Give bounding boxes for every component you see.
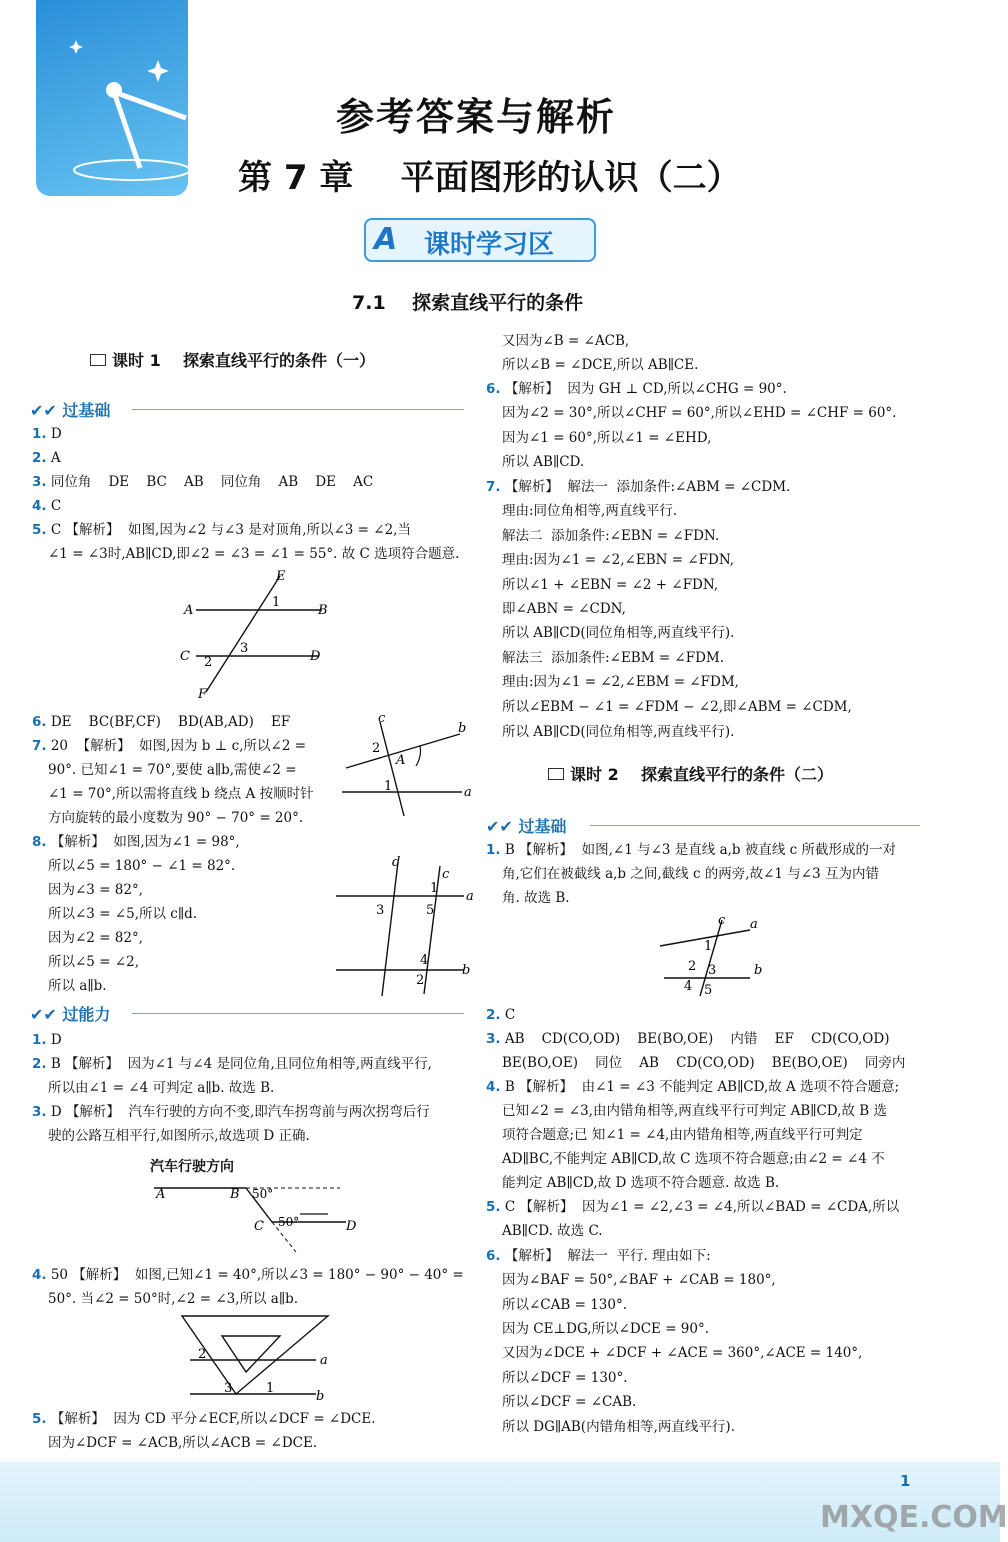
section-divider [590,825,920,826]
figure-q8 [332,856,472,996]
answer-text: 所以 AB∥CD. [502,454,585,470]
answer-text: 解法二 添加条件:∠EBN = ∠FDN. [502,528,720,544]
left-answer-line [32,425,62,443]
answer-text: 所以由∠1 = ∠4 可判定 a∥b. 故选 B. [48,1080,275,1096]
answer-text: 即∠ABN = ∠CDN, [502,601,626,617]
answer-text: 所以∠DCF = ∠CAB. [502,1394,637,1410]
answer-text: 驶的公路互相平行,如图所示,故选项 D 正确. [48,1128,310,1144]
answer-text: 【解析】 解法一 平行. 理由如下: [500,1248,711,1264]
compass-icon [36,0,188,196]
svg-text:4: 4 [684,979,693,994]
svg-text:1: 1 [272,595,281,610]
svg-text:a: a [320,1353,328,1368]
answer-text: 所以∠B = ∠DCE,所以 AB∥CE. [502,357,699,373]
svg-text:A: A [156,1187,166,1202]
svg-text:2: 2 [204,655,213,670]
badge-text: 课时学习区 [424,230,555,260]
answer-text: 所以∠5 = 180° − ∠1 = 82°. [48,858,236,874]
right-answer-line [486,1030,889,1048]
section-title: 7.1 探索直线平行的条件 [352,292,584,314]
svg-text:b: b [316,1389,325,1404]
left-answer-line [32,497,61,515]
left-answer-line [48,857,235,875]
left-answer-line [48,1127,310,1145]
zone-badge [364,218,596,262]
answer-text: 角. 故选 B. [502,890,570,906]
svg-text:2: 2 [416,973,425,988]
svg-text:c: c [442,867,450,882]
right-answer-line [502,1393,636,1411]
answer-text: 项符合题意;已 知∠1 = ∠4,由内错角相等,两直线平行可判定 [502,1127,863,1143]
answer-text: 理由:因为∠1 = ∠2,∠EBM = ∠FDM, [502,674,739,690]
figure-r1 [656,912,776,1002]
right-answer-line [486,1198,899,1216]
svg-text:B: B [318,603,328,618]
section-guojichu-left: ✔✔ 过基础 [30,401,111,420]
answer-text: 所以 AB∥CD(同位角相等,两直线平行). [502,625,735,641]
svg-text:50°: 50° [278,1215,300,1229]
answer-text: B 【解析】 由∠1 = ∠3 不能判定 AB∥CD,故 A 选项不符合题意; [500,1079,900,1095]
answer-text: 所以 DG∥AB(内错角相等,两直线平行). [502,1419,735,1435]
question-number: 4. [32,498,47,514]
answer-text: BE(BO,OE) 同位 AB CD(CO,OD) BE(BO,OE) 同旁内 [502,1055,906,1071]
answer-text: 因为∠3 = 82°, [48,882,144,898]
question-number: 5. [486,1199,501,1215]
right-answer-line [502,1150,885,1168]
answer-text: C 【解析】 如图,因为∠2 与∠3 是对顶角,所以∠3 = ∠2,当 [46,522,411,538]
right-answer-line [502,865,879,883]
answer-text: 因为∠2 = 82°, [48,930,144,946]
right-answer-line [502,624,734,642]
right-answer-line [502,600,626,618]
figure-q5 [176,566,346,702]
answer-text: 因为∠1 = 60°,所以∠1 = ∠EHD, [502,430,712,446]
left-answer-line [32,1031,62,1049]
right-answer-line [502,1320,709,1338]
answer-text: 所以∠1 + ∠EBN = ∠2 + ∠FDN, [502,577,719,593]
left-answer-line [48,1290,298,1308]
right-answer-line [502,527,719,545]
answer-text: 50°. 当∠2 = 50°时,∠2 = ∠3,所以 a∥b. [48,1291,299,1307]
svg-text:50°: 50° [252,1187,274,1201]
section-marker-icon: ✔✔ [30,1005,63,1024]
chapter-title: 第 7 章 平面图形的认识（二） [238,158,741,198]
svg-text:F: F [198,687,208,702]
answer-text: 所以 a∥b. [48,978,107,994]
answer-text: D 【解析】 汽车行驶的方向不变,即汽车拐弯前与两次拐弯后行 [46,1104,430,1120]
right-answer-line [502,1054,905,1072]
left-answer-line [32,1103,430,1121]
badge-letter: A [374,222,398,257]
svg-text:1: 1 [704,939,713,954]
question-number: 5. [32,1411,47,1427]
page-number: 1 [900,1472,911,1490]
svg-text:3: 3 [376,903,385,918]
lesson-2-title: 课时 2 探索直线平行的条件（二） [548,762,833,785]
answer-text: 理由:因为∠1 = ∠2,∠EBN = ∠FDN, [502,552,735,568]
left-answer-line [32,713,290,731]
section-guonengli-left: ✔✔ 过能力 [30,1005,111,1024]
left-answer-line [48,881,143,899]
answer-text: 【解析】 因为 GH ⊥ CD,所以∠CHG = 90°. [500,381,787,397]
watermark: MXQE.COM [820,1500,1008,1535]
svg-text:1: 1 [384,779,393,794]
answer-text: 【解析】 解法一 添加条件:∠ABM = ∠CDM. [500,479,791,495]
answer-text: 已知∠2 = ∠3,由内错角相等,两直线平行可判定 AB∥CD,故 B 选 [502,1103,887,1119]
answer-text: ∠1 = ∠3时,AB∥CD,即∠2 = ∠3 = ∠1 = 55°. 故 C 选项符合题意. [48,546,460,562]
section-guojichu-right: ✔✔ 过基础 [486,817,567,836]
answer-text: B 【解析】 因为∠1 与∠4 是同位角,且同位角相等,两直线平行, [46,1056,432,1072]
right-answer-line [502,576,718,594]
svg-text:D: D [346,1219,357,1234]
left-answer-line [32,1266,464,1284]
left-answer-line [32,449,61,467]
figure-q7 [338,712,478,822]
right-answer-line [502,1369,628,1387]
question-number: 6. [32,714,47,730]
svg-text:b: b [754,963,763,978]
left-answer-line [48,929,143,947]
question-number: 6. [486,381,501,397]
left-answer-line [32,1055,432,1073]
answer-text: C [46,498,62,514]
right-answer-line [486,1078,899,1096]
svg-text:c: c [718,913,726,928]
right-answer-line [502,1174,779,1192]
answer-text: 同位角 DE BC AB 同位角 AB DE AC [46,474,374,490]
svg-text:3: 3 [240,641,249,656]
question-number: 6. [486,1248,501,1264]
svg-text:4: 4 [420,953,429,968]
right-answer-line [502,649,724,667]
section-divider [132,409,464,410]
right-answer-line [502,1126,863,1144]
answer-text: 所以∠3 = ∠5,所以 c∥d. [48,906,198,922]
answer-text: 又因为∠B = ∠ACB, [502,333,630,349]
svg-text:A: A [184,603,194,618]
svg-text:B: B [230,1187,240,1202]
answer-text: 又因为∠DCE + ∠DCF + ∠ACE = 360°,∠ACE = 140°, [502,1345,863,1361]
left-answer-line [48,953,139,971]
left-answer-line [48,1079,274,1097]
question-number: 8. [32,834,47,850]
right-answer-line [486,1006,515,1024]
right-answer-line [502,453,584,471]
right-answer-line [502,698,852,716]
question-number: 7. [486,479,501,495]
answer-text: 90°. 已知∠1 = 70°,要使 a∥b,需使∠2 = [48,762,297,778]
left-answer-line [32,1410,376,1428]
right-answer-line [502,502,677,520]
svg-text:a: a [466,889,474,904]
question-number: 2. [486,1007,501,1023]
svg-text:a: a [750,917,758,932]
answer-text: 所以∠EBM − ∠1 = ∠FDM − ∠2,即∠ABM = ∠CDM, [502,699,852,715]
right-answer-line [502,889,570,907]
answer-text: D [46,1032,62,1048]
question-number: 3. [486,1031,501,1047]
answer-text: 方向旋转的最小度数为 90° − 70° = 20°. [48,810,304,826]
left-answer-line [32,833,240,851]
left-answer-line [32,521,411,539]
question-number: 1. [32,426,47,442]
answer-text: B 【解析】 如图,∠1 与∠3 是直线 a,b 被直线 c 所截形成的一对 [500,842,896,858]
right-answer-line [502,1296,627,1314]
question-number: 5. [32,522,47,538]
question-number: 3. [32,474,47,490]
answer-text: DE BC(BF,CF) BD(AB,AD) EF [46,714,291,730]
svg-text:5: 5 [704,983,713,998]
answer-text: C 【解析】 因为∠1 = ∠2,∠3 = ∠4,所以∠BAD = ∠CDA,所以 [500,1199,900,1215]
right-answer-line [486,1247,711,1265]
right-answer-line [502,551,734,569]
svg-text:d: d [392,855,401,870]
svg-text:b: b [458,721,467,736]
svg-text:5: 5 [426,903,435,918]
question-number: 7. [32,738,47,754]
left-answer-line [48,545,459,563]
right-answer-line [486,841,896,859]
right-answer-line [502,1222,603,1240]
header-illustration [36,0,188,196]
left-answer-line [32,473,373,491]
svg-text:2: 2 [198,1347,207,1362]
figure-q3-car-label: 汽车行驶方向 [150,1159,234,1175]
right-answer-line [502,1271,776,1289]
svg-text:2: 2 [372,741,381,756]
answer-text: D [46,426,62,442]
right-answer-line [502,1344,862,1362]
answer-text: 50 【解析】 如图,已知∠1 = 40°,所以∠3 = 180° − 90° − 40° = [46,1267,464,1283]
svg-text:1: 1 [266,1381,275,1396]
answer-text: 因为 CE⊥DG,所以∠DCE = 90°. [502,1321,710,1337]
svg-text:A: A [396,753,406,768]
answer-text: 因为∠BAF = 50°,∠BAF + ∠CAB = 180°, [502,1272,776,1288]
answer-text: 【解析】 因为 CD 平分∠ECF,所以∠DCF = ∠DCE. [46,1411,376,1427]
answer-text: AB CD(CO,OD) BE(BO,OE) 内错 EF CD(CO,OD) [500,1031,890,1047]
svg-text:2: 2 [688,959,697,974]
right-answer-line [502,673,739,691]
right-answer-line [502,356,698,374]
svg-text:C: C [180,649,190,664]
lesson-1-title: 课时 1 探索直线平行的条件（一） [90,348,375,371]
answer-text: ∠1 = 70°,所以需将直线 b 绕点 A 按顺时针 [48,786,314,802]
left-answer-line [48,761,297,779]
left-answer-line [32,737,306,755]
answer-text: 因为∠DCF = ∠ACB,所以∠ACB = ∠DCE. [48,1435,318,1451]
answer-text: C [500,1007,516,1023]
figure-q4 [180,1310,340,1406]
right-answer-line [502,1102,887,1120]
left-answer-line [48,1434,317,1452]
right-answer-line [486,478,790,496]
answer-text: AD∥BC,不能判定 AB∥CD,故 C 选项不符合题意;由∠2 = ∠4 不 [502,1151,885,1167]
question-number: 2. [32,1056,47,1072]
left-answer-line [48,977,107,995]
section-marker-icon: ✔✔ [486,817,519,836]
right-answer-line [502,1418,735,1436]
question-number: 4. [486,1079,501,1095]
question-number: 1. [486,842,501,858]
right-answer-line [486,380,787,398]
answer-text: 能判定 AB∥CD,故 D 选项不符合题意. 故选 B. [502,1175,780,1191]
svg-text:3: 3 [708,963,717,978]
right-answer-line [502,429,711,447]
left-answer-line [48,785,314,803]
svg-text:D: D [310,649,321,664]
svg-text:3: 3 [224,1381,233,1396]
svg-text:E: E [276,569,286,584]
right-answer-line [502,723,734,741]
bookmark-icon [90,354,106,366]
answer-text: 所以 AB∥CD(同位角相等,两直线平行). [502,724,735,740]
question-number: 1. [32,1032,47,1048]
left-answer-line [48,905,197,923]
svg-text:1: 1 [430,881,439,896]
answer-text: 【解析】 如图,因为∠1 = 98°, [46,834,240,850]
question-number: 3. [32,1104,47,1120]
answer-text: 20 【解析】 如图,因为 b ⊥ c,所以∠2 = [46,738,307,754]
answer-text: AB∥CD. 故选 C. [502,1223,603,1239]
figure-q3 [150,1174,370,1254]
answer-text: 所以∠CAB = 130°. [502,1297,628,1313]
answer-text: 因为∠2 = 30°,所以∠CHF = 60°,所以∠EHD = ∠CHF = 60°. [502,405,897,421]
section-marker-icon: ✔✔ [30,401,63,420]
bookmark-icon [548,768,564,780]
question-number: 2. [32,450,47,466]
answer-text: 理由:同位角相等,两直线平行. [502,503,678,519]
answer-text: 所以∠5 = ∠2, [48,954,139,970]
answer-text: 所以∠DCF = 130°. [502,1370,628,1386]
svg-text:C: C [254,1219,264,1234]
section-divider [132,1013,464,1014]
right-answer-line [502,404,896,422]
answer-text: A [46,450,61,466]
answer-text: 角,它们在被截线 a,b 之间,截线 c 的两旁,故∠1 与∠3 互为内错 [502,866,879,882]
page-title: 参考答案与解析 [336,95,617,139]
svg-text:b: b [462,963,471,978]
answer-text: 解法三 添加条件:∠EBM = ∠FDM. [502,650,725,666]
svg-text:a: a [464,785,472,800]
right-answer-line [502,332,629,350]
left-answer-line [48,809,303,827]
svg-text:c: c [378,711,386,726]
question-number: 4. [32,1267,47,1283]
